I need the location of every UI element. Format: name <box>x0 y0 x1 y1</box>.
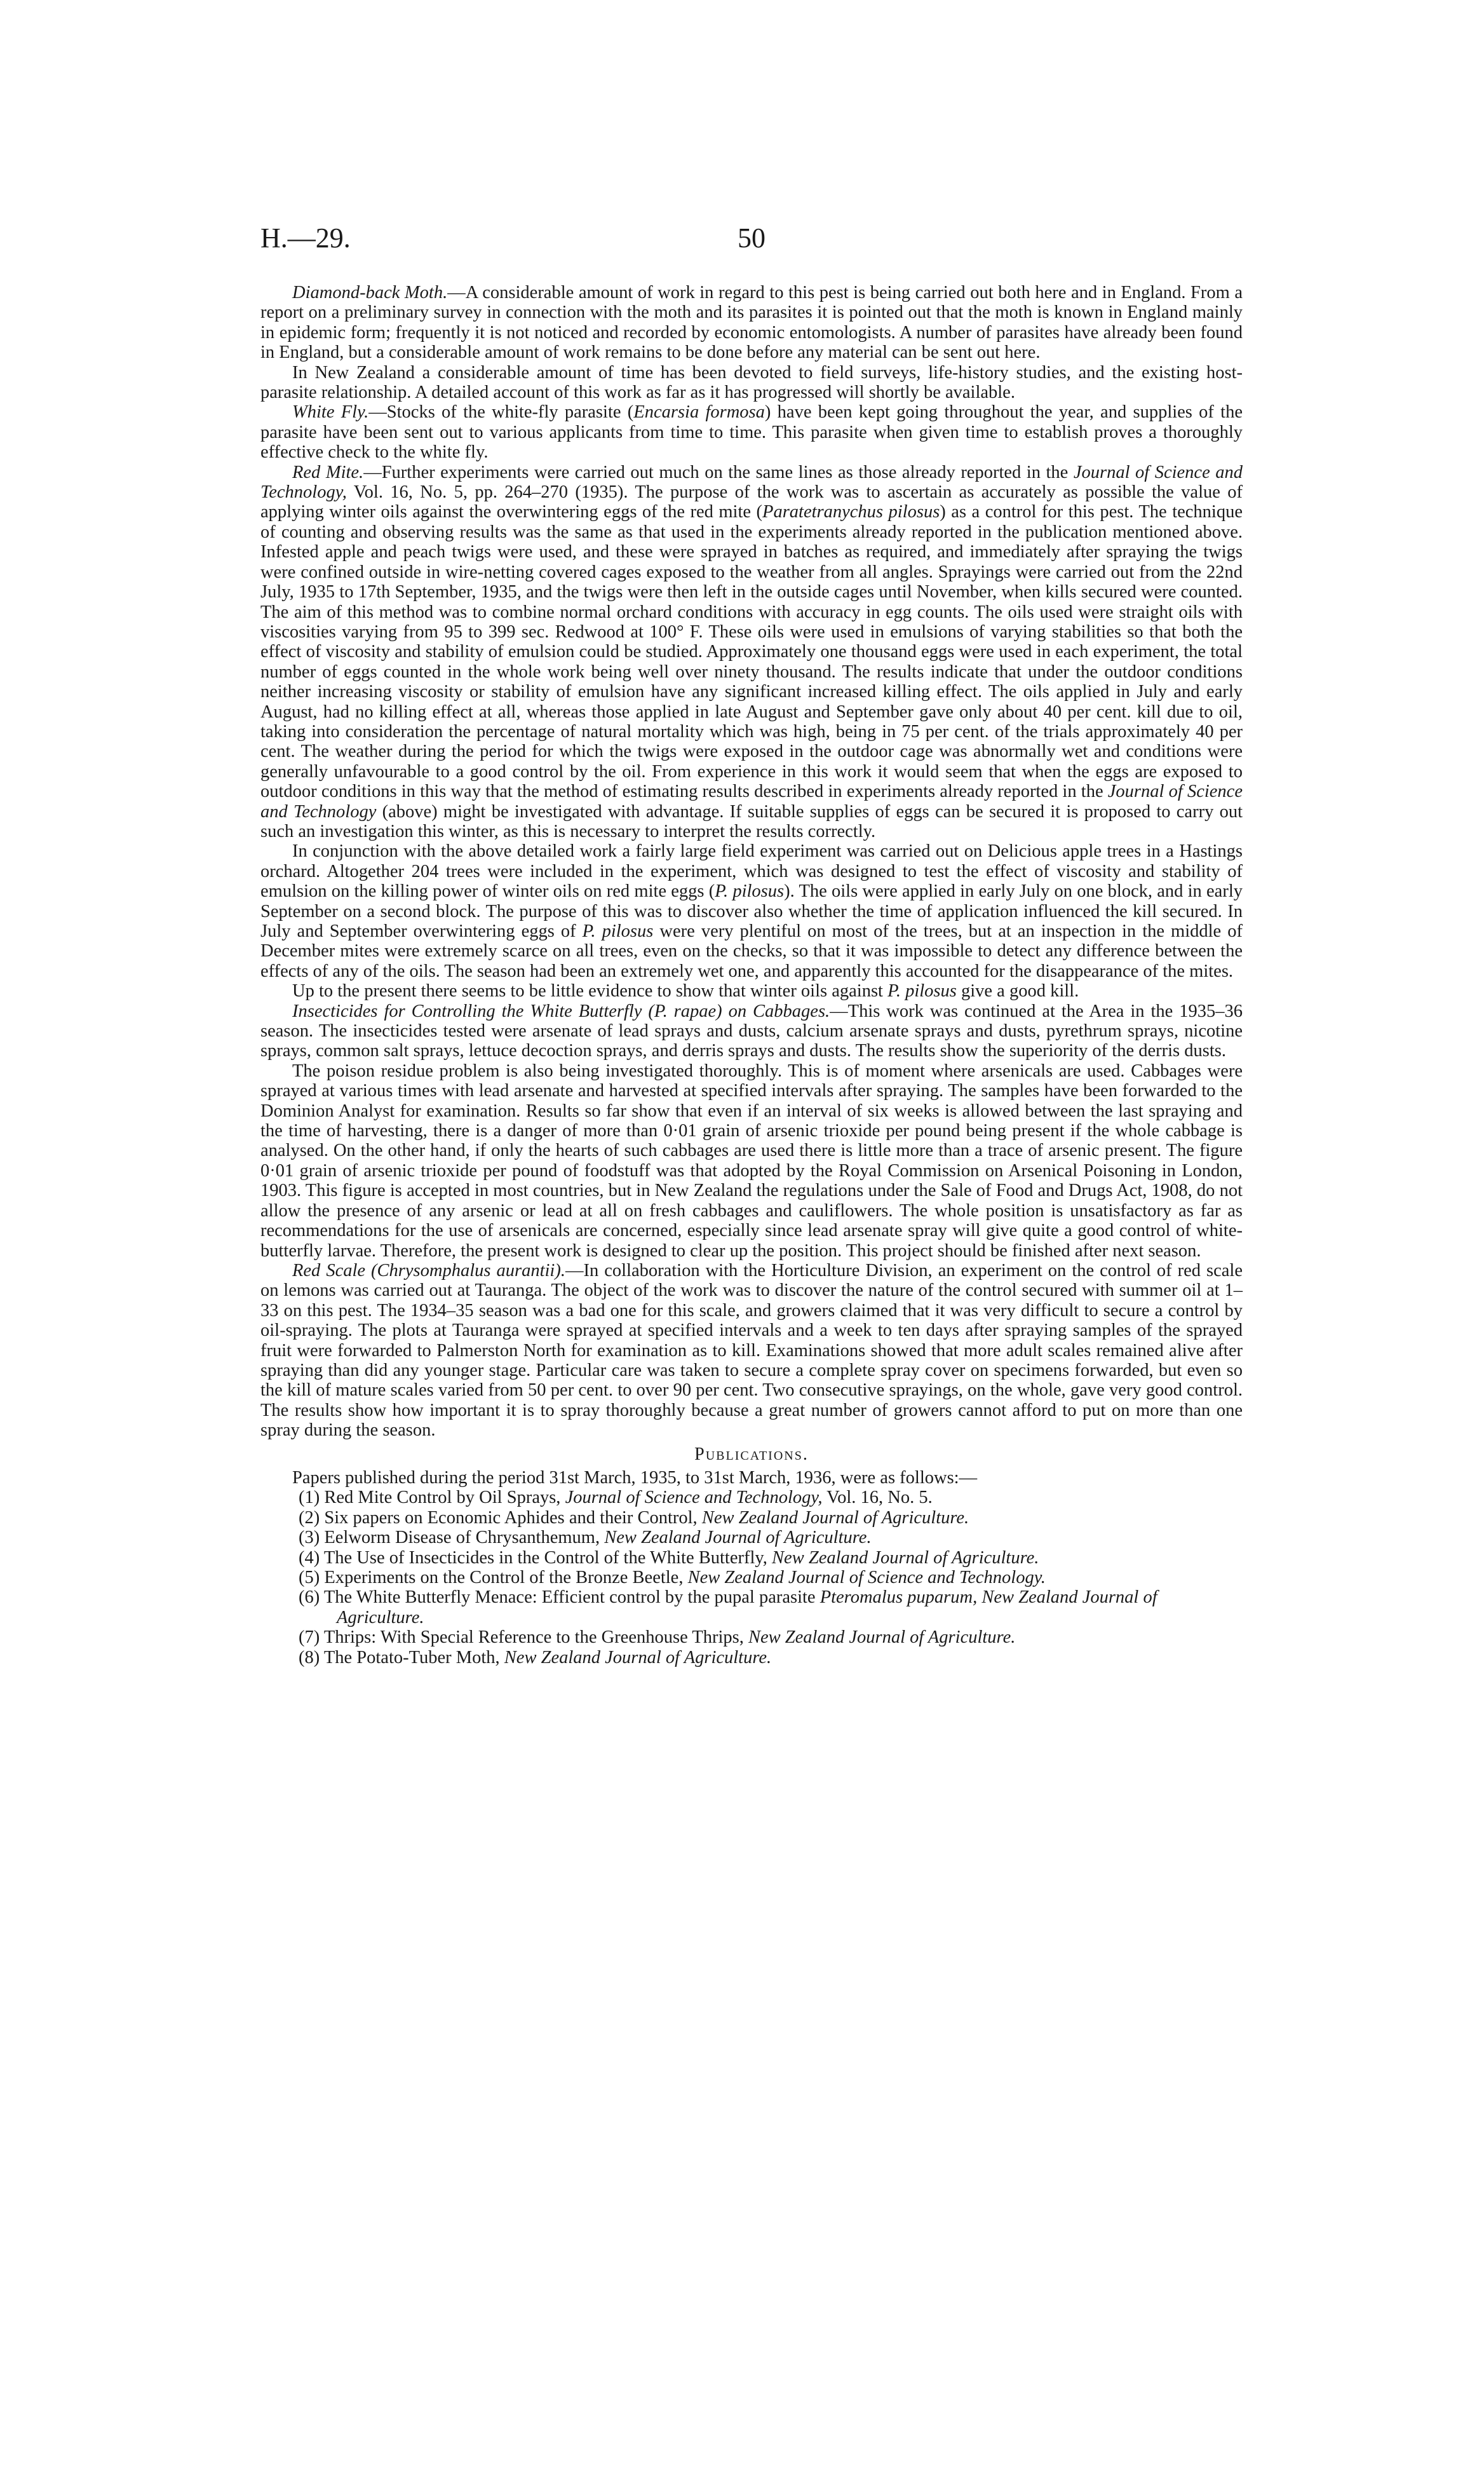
publication-item: (5) Experiments on the Control of the Bronze Beetle, New Zealand Journal of Science and Technology. <box>299 1568 1046 1587</box>
journal-name: Pteromalus puparum, New Zealand Journal of Agriculture. <box>337 1587 1157 1627</box>
journal-name: Journal of Science and Technology, <box>565 1488 823 1508</box>
page-number: 50 <box>738 222 766 254</box>
publication-item: (3) Eelworm Disease of Chrysanthemum, New Zealand Journal of Agriculture. <box>299 1528 872 1548</box>
publication-item: (6) The White Butterfly Menace: Efficient control by the pupal parasite Pteromalus puparum, New Zealand Journal of Agriculture. <box>299 1587 1157 1627</box>
page-header <box>260 216 1243 261</box>
journal-name: New Zealand Journal of Agriculture. <box>504 1647 772 1667</box>
publication-item: (4) The Use of Insecticides in the Control of the White Butterfly, New Zealand Journal of Agriculture. <box>299 1547 1039 1568</box>
paragraph-red-scale: Red Scale (Chrysomphalus aurantii).—In collaboration with the Horticulture Division, an experiment on the control of red scale on lemons was carried out at Tauranga. The object of the work was to discover the nature of the control secured with summer oil at 1–33 on this pest. The 1934–35 season was a bad one for this scale, and growers claimed that it was very difficult to secure a control by oil-spraying. The plots at Tauranga were sprayed at specified intervals and a week to ten days after spraying samples of the sprayed fruit were forwarded to Palmerston North for examination as to kill. Examinations showed that more adult scales remained alive after spraying than did any younger stage. Particular care was taken to secure a complete spray cover on specimens forwarded, but even so the kill of mature scales varied from 50 per cent. to over 90 per cent. Two consecutive sprayings, on the whole, gave very good control. The results show how important it is to spray thoroughly because a great number of growers cannot afford to put on more than one spray during the season. <box>260 1260 1243 1441</box>
paragraph-red-mite: Red Mite.—Further experiments were carried out much on the same lines as those already reported in the Journal of Science and Technology, Vol. 16, No. 5, pp. 264–270 (1935). The purpose of the work was to ascertain as accurately as possible the value of applying winter oils against the overwintering eggs of the red mite (Paratetranychus pilosus) as a control for this pest. The technique of counting and observing results was the same as that used in the experiments already reported in the publication mentioned above. Infested apple and peach twigs were used, and these were sprayed in batches as required, and immediately after spraying the twigs were confined outside in wire-netting covered cages exposed to the weather from all angles. Sprayings were carried out from the 22nd July, 1935 to 17th September, 1935, and the twigs were then left in the outside cages until November, when kills secured were counted. The aim of this method was to combine normal orchard conditions with accuracy in egg counts. The oils used were straight oils with viscosities varying from 95 to 399 sec. Redwood at 100° F. These oils were used in emulsions of varying stabilities so that both the effect of viscosity and stability of emulsion could be studied. Approximately one thousand eggs were used in each experiment, the total number of eggs counted in the whole work being well over ninety thousand. The results indicate that under the outdoor conditions neither increasing viscosity or stability of emulsion have any significant increased killing effect. The oils applied in July and early August, had no killing effect at all, whereas those applied in late August and September gave only about 40 per cent. kill due to oil, taking into consideration the percentage of natural mortality which was high, being in 75 per cent. of the trials approximately 40 per cent. The weather during the period for which the twigs were exposed in the outdoor cage was abnormally wet and conditions were generally unfavourable to a good control by the oil. From experience in this work it would seem that when the eggs are exposed to outdoor conditions in this way that the method of estimating results described in experiments already reported in the Journal of Science and Technology (above) might be investigated with advantage. If suitable supplies of eggs can be secured it is proposed to carry out such an investigation this winter, as this is necessary to interpret the results correctly. <box>260 462 1243 841</box>
paragraph-white-butterfly: Insecticides for Controlling the White Butterfly (P. rapae) on Cabbages.—This work was continued at the Area in the 1935–36 season. The insecticides tested were arsenate of lead sprays and dusts, calcium arsenate sprays and dusts, pyrethrum sprays, nicotine sprays, common salt sprays, lettuce decoction sprays, and derris sprays and dusts. The results show the superiority of the derris dusts. <box>260 1001 1243 1061</box>
section-heading: Diamond-back Moth. <box>292 283 448 302</box>
paragraph-winter-oils-evidence: Up to the present there seems to be little evidence to show that winter oils against P. pilosus give a good kill. <box>292 981 1079 1002</box>
journal-name: New Zealand Journal of Agriculture. <box>701 1507 969 1528</box>
paragraph-field-experiment: In conjunction with the above detailed work a fairly large field experiment was carried out on Delicious apple trees in a Hastings orchard. Altogether 204 trees were included in the experiment, which was designed to test the effect of viscosity and stability of emulsion on the killing power of winter oils on red mite eggs (P. pilosus). The oils were applied in early July on one block, and in early September on a second block. The purpose of this was to discover also whether the time of application influenced the kill secured. In July and September overwintering eggs of P. pilosus were very plentiful on most of the trees, but at an inspection in the middle of December mites were extremely scarce on all trees, even on the checks, so that it was impossible to detect any difference between the effects of any of the oils. The season had been an extremely wet one, and apparently this accounted for the disappearance of the mites. <box>260 841 1243 981</box>
section-heading: Insecticides for Controlling the White Butterfly (P. rapae) on Cabbages. <box>292 1001 830 1021</box>
publication-item: (8) The Potato-Tuber Moth, New Zealand Journal of Agriculture. <box>299 1647 772 1667</box>
report-reference: H.—29. <box>260 222 351 254</box>
section-heading: Red Mite. <box>292 462 364 482</box>
report-body <box>260 283 1243 1667</box>
publication-item: (1) Red Mite Control by Oil Sprays, Journal of Science and Technology, Vol. 16, No. 5. <box>299 1488 933 1508</box>
paragraph-white-fly: White Fly.—Stocks of the white-fly parasite (Encarsia formosa) have been kept going throughout the year, and supplies of the parasite have been sent out to various applicants from time to time. This parasite when given time to establish proves a thoroughly effective check to the white fly. <box>260 402 1243 463</box>
section-heading: Red Scale (Chrysomphalus aurantii). <box>292 1260 565 1280</box>
publication-item: (2) Six papers on Economic Aphides and their Control, New Zealand Journal of Agriculture. <box>299 1507 969 1528</box>
paragraph-new-zealand-surveys: In New Zealand a considerable amount of time has been devoted to field surveys, life-history studies, and the existing host-parasite relationship. A detailed account of this work as far as it has progressed will shortly be available. <box>260 362 1243 403</box>
journal-name: New Zealand Journal of Science and Technology. <box>687 1568 1046 1587</box>
journal-name: New Zealand Journal of Agriculture. <box>772 1547 1039 1568</box>
paragraph-diamond-back-moth: Diamond-back Moth.—A considerable amount of work in regard to this pest is being carried out both here and in England. From a report on a preliminary survey in connection with the moth and its parasites it is pointed out that the moth is known in England mainly in epidemic form; frequently it is not noticed and recorded by economic entomologists. A number of parasites have already been found in England, but a considerable amount of work remains to be done before any material can be sent out here. <box>260 283 1243 363</box>
publication-item: (7) Thrips: With Special Reference to the Greenhouse Thrips, New Zealand Journal of Agriculture. <box>299 1627 1016 1648</box>
publications-list <box>260 1488 1243 1667</box>
publications-intro: Papers published during the period 31st March, 1935, to 31st March, 1936, were as follows:— <box>292 1467 978 1488</box>
publications-heading: Publications. <box>694 1444 809 1464</box>
journal-name: New Zealand Journal of Agriculture. <box>748 1627 1016 1648</box>
paragraph-poison-residue: The poison residue problem is also being investigated thoroughly. This is of moment where arsenicals are used. Cabbages were sprayed at various times with lead arsenate and harvested at specified intervals after spraying. The samples have been forwarded to the Dominion Analyst for examination. Results so far show that even if an interval of six weeks is allowed between the last spraying and the time of harvesting, there is a danger of more than 0·01 grain of arsenic trioxide per pound being present if the whole cabbage is analysed. On the other hand, if only the hearts of such cabbages are used there is little more than a trace of arsenic present. The figure 0·01 grain of arsenic trioxide per pound of foodstuff was that adopted by the Royal Commission on Arsenical Poisoning in London, 1903. This figure is accepted in most countries, but in New Zealand the regulations under the Sale of Food and Drugs Act, 1908, do not allow the presence of any arsenic or lead at all on fresh cabbages and cauliflowers. The whole position is unsatisfactory as far as recommendations for the use of arsenicals are concerned, especially since lead arsenate spray will give quite a good control of white-butterfly larvae. Therefore, the present work is designed to clear up the position. This project should be finished after next season. <box>260 1061 1243 1261</box>
section-heading: White Fly. <box>292 402 369 423</box>
journal-name: New Zealand Journal of Agriculture. <box>604 1528 872 1548</box>
